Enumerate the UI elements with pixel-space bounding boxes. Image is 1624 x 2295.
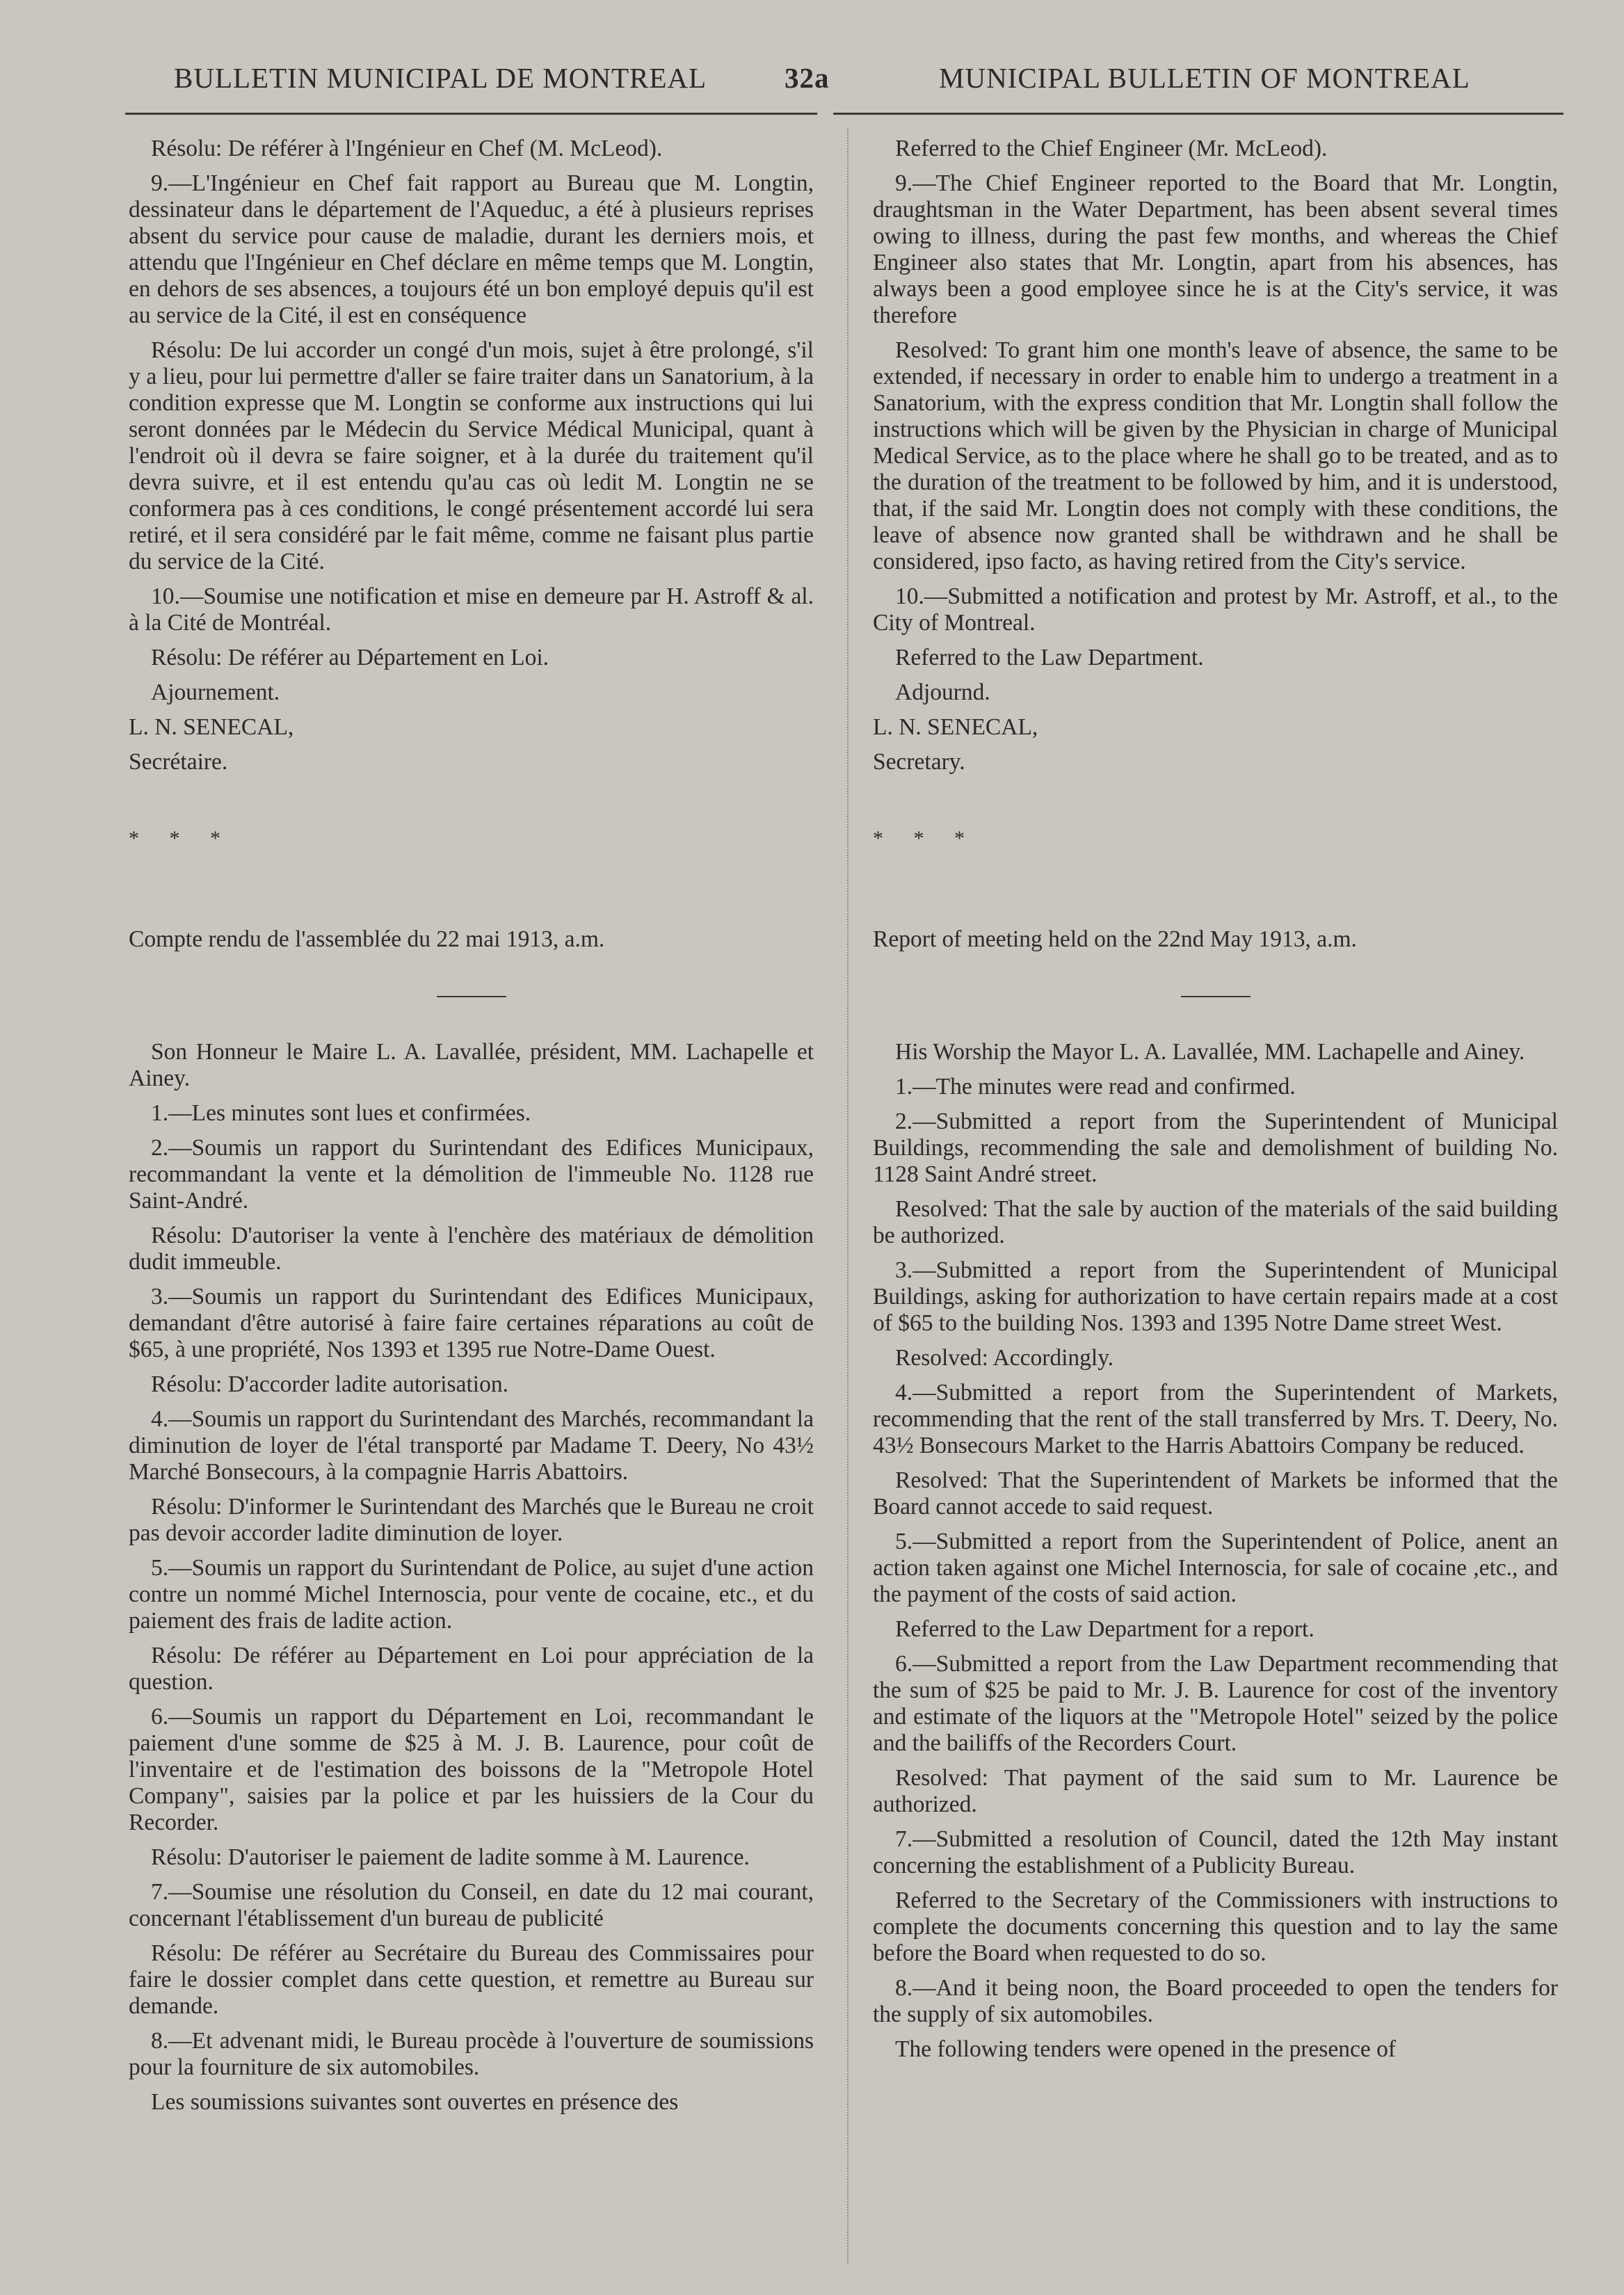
header-rule-left bbox=[125, 113, 817, 115]
section-separator: * * * bbox=[873, 827, 977, 850]
paragraph: Resolved: To grant him one month's leave of absence, the same to be extended, if necessary in order to enable him to undergo a treatment in a Sanatorium, with the express condition that Mr. Longtin shall follow the instructions which will be given by the Physician in charge of Municipal Medical Service, as to the place where he shall go to be treated, and as to the duration of the treatment to be followed by him, and it is understood, that, if the said Mr. Longtin does not comply with these conditions, the leave of absence now granted shall be withdrawn and he shall be considered, ipso facto, as having retired from the City's service. bbox=[873, 337, 1558, 574]
meeting-heading: Report of meeting held on the 22nd May 1913, a.m. bbox=[873, 926, 1357, 952]
paragraph: Les soumissions suivantes sont ouvertes en présence des bbox=[151, 2089, 679, 2115]
paragraph: Résolu: De référer au Département en Loi pour appréciation de la question. bbox=[129, 1643, 814, 1695]
paragraph: 7.—Soumise une résolution du Conseil, en date du 12 mai courant, concernant l'établissement d'un bureau de publicité bbox=[129, 1879, 814, 1931]
paragraph: Son Honneur le Maire L. A. Lavallée, président, MM. Lachapelle et Ainey. bbox=[129, 1039, 814, 1091]
header-english-title: MUNICIPAL BULLETIN OF MONTREAL bbox=[939, 62, 1470, 94]
section-separator: * * * bbox=[129, 827, 233, 850]
signature-title: Secrétaire. bbox=[129, 749, 228, 775]
paragraph: 3.—Soumis un rapport du Surintendant des Edifices Municipaux, demandant d'être autorisé à faire faire certaines réparations au coût de $65, à une propriété, Nos 1393 et 1395 rue Notre-Dame Ouest. bbox=[129, 1284, 814, 1362]
paragraph: Résolu: De référer à l'Ingénieur en Chef (M. McLeod). bbox=[151, 136, 663, 161]
paragraph: Résolu: De référer au Département en Loi. bbox=[151, 645, 549, 670]
header-french-title: BULLETIN MUNICIPAL DE MONTREAL bbox=[174, 62, 707, 94]
paragraph: Résolu: D'accorder ladite autorisation. bbox=[151, 1371, 508, 1397]
paragraph: Resolved: That payment of the said sum to Mr. Laurence be authorized. bbox=[873, 1765, 1558, 1817]
signature-name: L. N. SENECAL, bbox=[873, 714, 1038, 740]
adjournment: Adjournd. bbox=[895, 679, 990, 705]
paragraph: The following tenders were opened in the presence of bbox=[895, 2036, 1396, 2062]
paragraph: Referred to the Secretary of the Commissioners with instructions to complete the documents concerning this question and to lay the same before the Board when requested to do so. bbox=[873, 1887, 1558, 1966]
page-number: 32a bbox=[785, 62, 830, 94]
paragraph: Referred to the Law Department for a report. bbox=[895, 1616, 1315, 1642]
paragraph: 7.—Submitted a resolution of Council, dated the 12th May instant concerning the establishment of a Publicity Bureau. bbox=[873, 1826, 1558, 1878]
paragraph: Résolu: De référer au Secrétaire du Bureau des Commissaires pour faire le dossier complet dans cette question, et remettre au Bureau sur demande. bbox=[129, 1940, 814, 2019]
header-rule-right bbox=[833, 113, 1563, 115]
paragraph: 4.—Soumis un rapport du Surintendant des Marchés, recommandant la diminution de loyer de l'étal transporté par Madame T. Deery, No 43½ Marché Bonsecours, à la compagnie Harris Abattoirs. bbox=[129, 1406, 814, 1485]
paragraph: 5.—Soumis un rapport du Surintendant de Police, au sujet d'une action contre un nommé Michel Internoscia, pour vente de cocaine, etc., et du paiement des frais de ladite action. bbox=[129, 1555, 814, 1634]
paragraph: Referred to the Law Department. bbox=[895, 645, 1204, 670]
paragraph: 1.—The minutes were read and confirmed. bbox=[895, 1074, 1296, 1100]
paragraph: 6.—Submitted a report from the Law Department recommending that the sum of $25 be paid to Mr. J. B. Laurence for cost of the inventory and estimate of the liquors at the "Metropole Hotel" seized by the police and the bailiffs of the Recorders Court. bbox=[873, 1651, 1558, 1756]
paragraph: 2.—Soumis un rapport du Surintendant des Edifices Municipaux, recommandant la vente et la démolition de l'immeuble No. 1128 rue Saint-André. bbox=[129, 1135, 814, 1214]
paragraph: Resolved: That the sale by auction of the materials of the said building be authorized. bbox=[873, 1196, 1558, 1248]
signature-title: Secretary. bbox=[873, 749, 965, 775]
english-column bbox=[873, 136, 1558, 2071]
adjournment: Ajournement. bbox=[151, 679, 280, 705]
paragraph: 1.—Les minutes sont lues et confirmées. bbox=[151, 1100, 531, 1126]
paragraph: 8.—Et advenant midi, le Bureau procède à l'ouverture de soumissions pour la fourniture de six automobiles. bbox=[129, 2028, 814, 2080]
paragraph: Résolu: D'autoriser le paiement de ladite somme à M. Laurence. bbox=[151, 1844, 750, 1870]
paragraph: Resolved: That the Superintendent of Markets be informed that the Board cannot accede to said request. bbox=[873, 1467, 1558, 1520]
paragraph: Referred to the Chief Engineer (Mr. McLeod). bbox=[895, 136, 1328, 161]
paragraph: 10.—Submitted a notification and protest by Mr. Astroff, et al., to the City of Montreal. bbox=[873, 583, 1558, 636]
meeting-heading: Compte rendu de l'assemblée du 22 mai 1913, a.m. bbox=[129, 926, 605, 952]
paragraph: Résolu: D'informer le Surintendant des Marchés que le Bureau ne croit pas devoir accorder ladite diminution de loyer. bbox=[129, 1494, 814, 1546]
paragraph: Résolu: De lui accorder un congé d'un mois, sujet à être prolongé, s'il y a lieu, pour lui permettre d'aller se faire traiter dans un Sanatorium, à la condition expresse que M. Longtin se conforme aux instructions qui lui seront données par le Médecin du Service Médical Municipal, quant à l'endroit où il devra se faire soigner, et à la durée du traitement qu'il devra suivre, et il est entendu qu'au cas où ledit M. Longtin ne se conformera pas à ces conditions, le congé présentement accordé lui sera retiré, et il sera considéré par le fait même, comme ne faisant plus partie du service de la Cité. bbox=[129, 337, 814, 574]
paragraph: 10.—Soumise une notification et mise en demeure par H. Astroff & al. à la Cité de Montréal. bbox=[129, 583, 814, 636]
paragraph: Résolu: D'autoriser la vente à l'enchère des matériaux de démolition dudit immeuble. bbox=[129, 1223, 814, 1275]
paragraph: Resolved: Accordingly. bbox=[895, 1345, 1114, 1371]
paragraph: 3.—Submitted a report from the Superintendent of Municipal Buildings, asking for authorization to have certain repairs made at a cost of $65 to the building Nos. 1393 and 1395 Notre Dame street West. bbox=[873, 1257, 1558, 1336]
signature-name: L. N. SENECAL, bbox=[129, 714, 294, 740]
paragraph: 2.—Submitted a report from the Superintendent of Municipal Buildings, recommending the sale and demolishment of building No. 1128 Saint André street. bbox=[873, 1109, 1558, 1187]
paragraph: 4.—Submitted a report from the Superintendent of Markets, recommending that the rent of the stall transferred by Mrs. T. Deery, No. 43½ Bonsecours Market to the Harris Abattoirs Company be reduced. bbox=[873, 1380, 1558, 1458]
paragraph: His Worship the Mayor L. A. Lavallée, MM. Lachapelle and Ainey. bbox=[895, 1039, 1525, 1065]
french-column bbox=[129, 136, 814, 2124]
paragraph: 5.—Submitted a report from the Superintendent of Police, anent an action taken against one Michel Internoscia, for sale of cocaine ,etc., and the payment of the costs of said action. bbox=[873, 1529, 1558, 1607]
paragraph: 9.—The Chief Engineer reported to the Board that Mr. Longtin, draughtsman in the Water Department, has been absent several times owing to illness, during the past few months, and whereas the Chief Engineer also states that Mr. Longtin, apart from his absences, has always been a good employee since he is at the City's service, it was therefore bbox=[873, 170, 1558, 328]
column-divider bbox=[847, 129, 849, 2264]
paragraph: 8.—And it being noon, the Board proceeded to open the tenders for the supply of six automobiles. bbox=[873, 1975, 1558, 2027]
paragraph: 6.—Soumis un rapport du Département en Loi, recommandant le paiement d'une somme de $25 à M. J. B. Laurence, pour coût de l'inventaire et de l'estimation des boissons de la "Metropole Hotel Company", saisies par la police et par les huissiers de la Cour du Recorder. bbox=[129, 1704, 814, 1835]
paragraph: 9.—L'Ingénieur en Chef fait rapport au Bureau que M. Longtin, dessinateur dans le département de l'Aqueduc, a été à plusieurs reprises absent du service pour cause de maladie, durant les derniers mois, et attendu que l'Ingénieur en Chef déclare en même temps que M. Longtin, en dehors de ses absences, a toujours été un bon employé depuis qu'il est au service de la Cité, il est en conséquence bbox=[129, 170, 814, 328]
